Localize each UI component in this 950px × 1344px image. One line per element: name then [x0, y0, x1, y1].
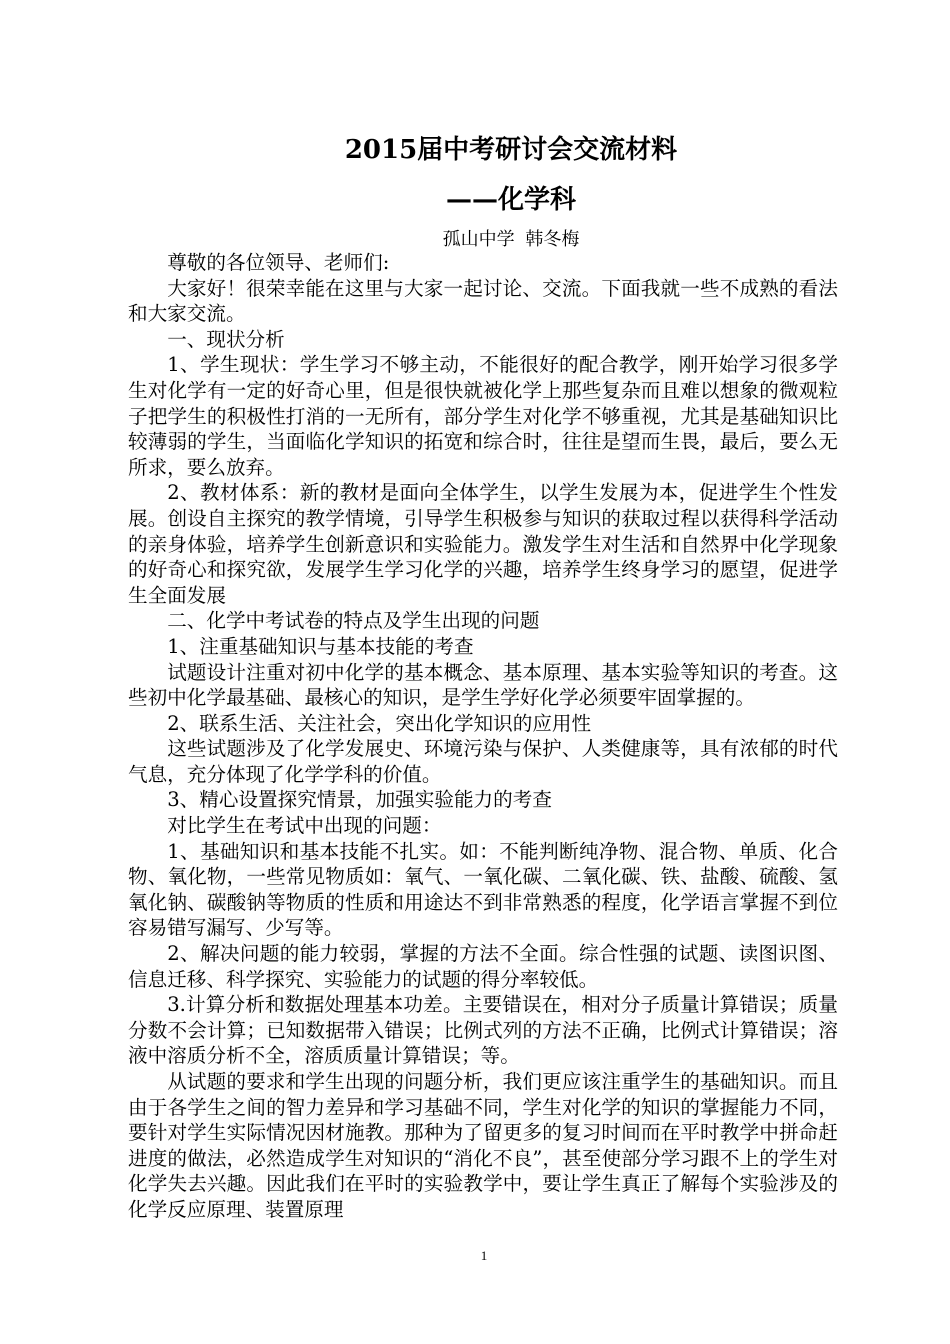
subheading-basics: 1、注重基础知识与基本技能的考查 — [167, 634, 474, 658]
author-line: 孤山中学 韩冬梅 — [442, 229, 580, 250]
paragraph-intro: 大家好！很荣幸能在这里与大家一起讨论、交流。下面我就一些不成熟的看法和大家交流。 — [128, 276, 838, 326]
paragraph-greeting: 尊敬的各位领导、老师们: — [167, 251, 390, 274]
paragraph-life-society: 这些试题涉及了化学发展史、环境污染与保护、人类健康等，具有浓郁的时代气息，充分体现了化学学科的价值。 — [128, 737, 838, 786]
paragraph-analysis: 从试题的要求和学生出现的问题分析，我们更应该注重学生的基础知识。而且由于各学生之间的智力差异和学习基础不同，学生对化学的知识的掌握能力不同，要针对学生实际情况因材施教。那种为了留更多的复习时间而在平时教学中拼命赶进度的做法，必然造成学生对知识的“消化不良”，甚至使部分学习跟不上的学生对化学失去兴趣。因此我们在平时的实验教学中，要让学生真正了解每个实验涉及的化学反应原理、装置原理 — [128, 1070, 838, 1221]
paragraph-problem-2: 2、解决问题的能力较弱，掌握的方法不全面。综合性强的试题、读图识图、信息迁移、科学探究、实验能力的试题的得分率较低。 — [128, 942, 838, 991]
paragraph-problem-1: 1、基础知识和基本技能不扎实。如：不能判断纯净物、混合物、单质、化合物、氧化物，一些常见物质如：氧气、一氧化碳、二氧化碳、铁、盐酸、硫酸、氢氧化钠、碳酸钠等物质的性质和用途达不到非常熟悉的程度，化学语言掌握不到位容易错写漏写、少写等。 — [128, 839, 838, 940]
paragraph-student-status: 1、学生现状：学生学习不够主动，不能很好的配合教学，刚开始学习很多学生对化学有一定的好奇心里，但是很快就被化学上那些复杂而且难以想象的微观粒子把学生的积极性打消的一无所有，部分学生对化学不够重视，尤其是基础知识比较薄弱的学生，当面临化学知识的拓宽和综合时，往往是望而生畏，最后，要么无所求，要么放弃。 — [128, 353, 838, 479]
page-number: 1 — [480, 1248, 488, 1263]
document-title: 2015届中考研讨会交流材料 — [344, 135, 678, 165]
section-heading-status: 一、现状分析 — [167, 327, 285, 351]
document-body — [128, 250, 838, 1223]
paragraph-problem-3: 3.计算分析和数据处理基本功差。主要错误在，相对分子质量计算错误；质量分数不会计算；已知数据带入错误；比例式列的方法不正确，比例式计算错误；溶液中溶质分析不全，溶质质量计算错误；等。 — [128, 993, 838, 1068]
paragraph-basics: 试题设计注重对初中化学的基本概念、基本原理、基本实验等知识的考查。这些初中化学最基础、最核心的知识，是学生学好化学必须要牢固掌握的。 — [128, 660, 838, 710]
section-heading-exam-features: 二、化学中考试卷的特点及学生出现的问题 — [167, 609, 540, 633]
paragraph-textbook-system: 2、教材体系：新的教材是面向全体学生，以学生发展为本，促进学生个性发展。创设自主探究的教学情境，引导学生积极参与知识的获取过程以获得科学活动的亲身体验，培养学生创新意识和实验能力。激发学生对生活和自然界中化学现象的好奇心和探究欲，发展学生学习化学的兴趣，培养学生终身学习的愿望，促进学生全面发展 — [128, 481, 838, 607]
document-subtitle: ——化学科 — [445, 185, 576, 215]
paragraph-problems-intro: 对比学生在考试中出现的问题： — [167, 814, 442, 838]
subheading-inquiry: 3、精心设置探究情景，加强实验能力的考查 — [167, 788, 552, 812]
subheading-life-society: 2、联系生活、关注社会，突出化学知识的应用性 — [167, 711, 592, 735]
